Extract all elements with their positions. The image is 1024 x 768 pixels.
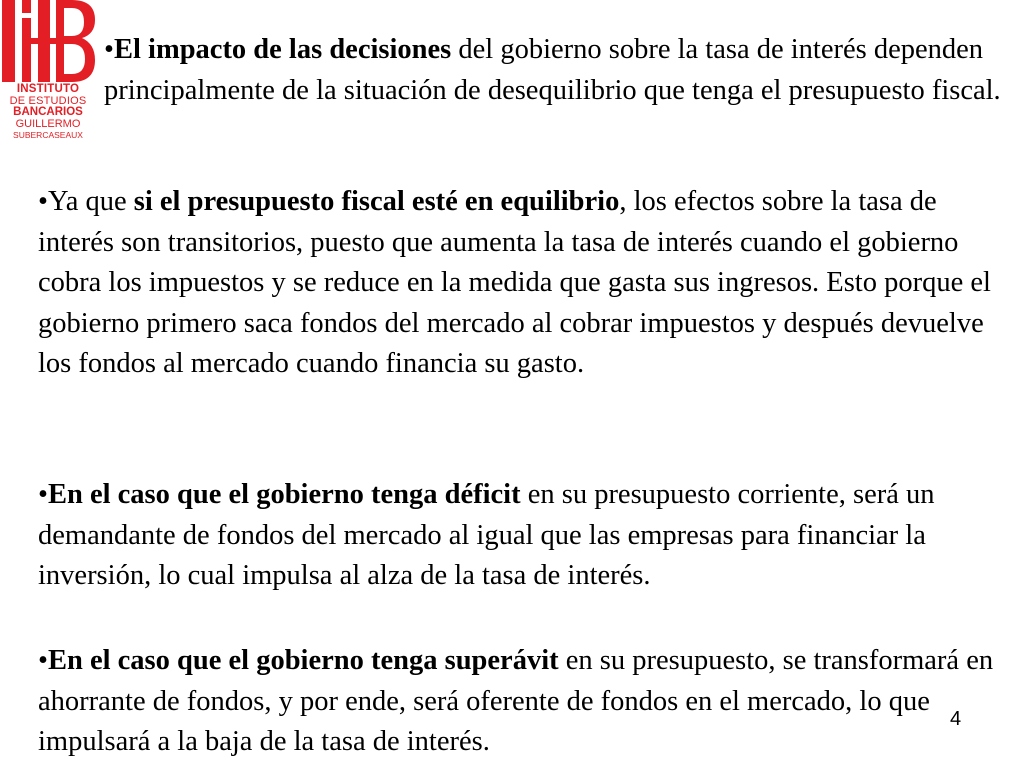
bullet-3-text: en su presupuesto corriente, será un demandante de fondos del mercado al igual que las empresas para financiar la inversión, lo cual impulsa al alza de la tasa de interés. (38, 479, 935, 591)
bullet-1-bold: El impacto de las decisiones (113, 34, 452, 65)
logo-text-line2: DE ESTUDIOS (9, 95, 87, 107)
bullet-marker: • (38, 645, 48, 676)
bullet-paragraph-2 (38, 182, 1018, 385)
bullet-1-text: del gobierno sobre la tasa de interés dependen principalmente de la situación de desequilibrio que tenga el presupuesto fiscal. (104, 34, 1001, 106)
bullet-marker: • (38, 479, 48, 510)
institute-logo (0, 0, 96, 150)
bullet-paragraph-3 (38, 475, 1018, 597)
bullet-2-lead: Ya que (47, 186, 134, 217)
bullet-marker: • (104, 34, 114, 65)
logo-text-line3: BANCARIOS (13, 106, 83, 118)
logo-text-line4: GUILLERMO (15, 118, 81, 130)
bullet-paragraph-4 (38, 641, 1018, 763)
page-number: 4 (950, 708, 962, 730)
bullet-paragraph-1 (104, 30, 1020, 111)
logo-mark-icon (0, 0, 96, 84)
bullet-3-bold: En el caso que el gobierno tenga déficit (47, 479, 521, 510)
bullet-4-bold: En el caso que el gobierno tenga superávit (47, 645, 559, 676)
bullet-marker: • (38, 186, 48, 217)
bullet-4-text: en su presupuesto, se transformará en ahorrante de fondos, y por ende, será oferente de fondos en el mercado, lo que impulsará a la baja de la tasa de interés. (38, 645, 994, 757)
logo-text-line5: SUBERCASEAUX (13, 130, 83, 140)
logo-text-line1: INSTITUTO (16, 83, 80, 95)
bullet-2-bold: si el presupuesto fiscal esté en equilibrio (133, 186, 620, 217)
bullet-2-text: , los efectos sobre la tasa de interés son transitorios, puesto que aumenta la tasa de interés cuando el gobierno cobra los impuestos y se reduce en la medida que gasta sus ingresos. Esto porque el gobierno primero saca fondos del mercado al cobrar impuestos y después devuelve los fondos al mercado cuando financia su gasto. (38, 186, 991, 379)
